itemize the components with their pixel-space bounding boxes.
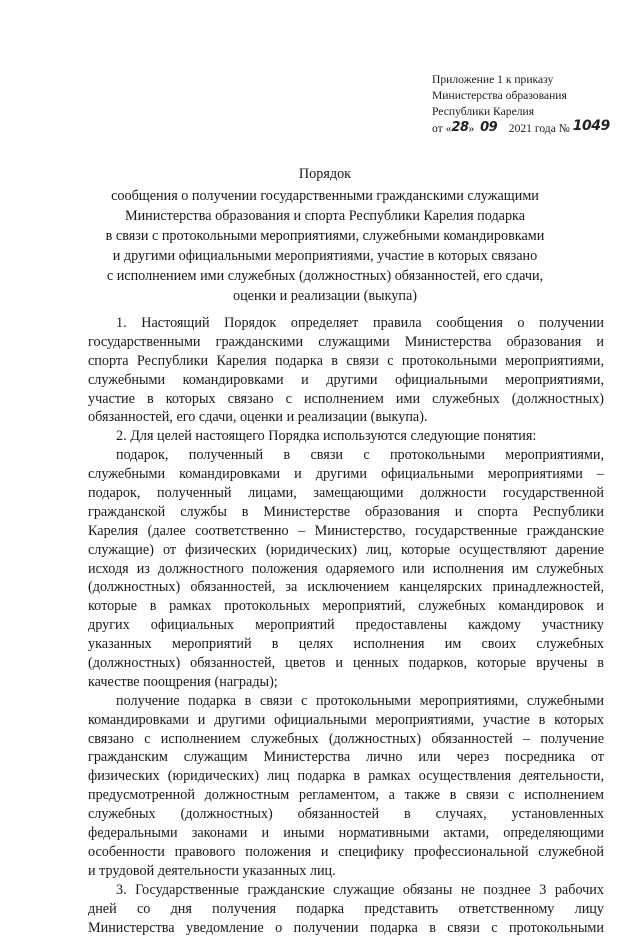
body-line: и трудовой деятельности указанных лиц. [88,862,604,881]
body-line: Министерства уведомление о получении подарка в связи с протокольными [88,919,604,937]
title-line: Министерства образования и спорта Республики Карелия подарка [60,206,590,226]
body-line: особенности правового положения и специфику профессиональной служебной [88,843,604,862]
body-line: (должностных) обязанностей, цветов и ценных подарков, которые вручены в [88,654,604,673]
body-line: физических (юридических) лиц подарка в рамках осуществления деятельности, [88,767,604,786]
body-line: гражданской службы в Министерстве образования и спорта Республики [88,503,604,522]
body-line: предусмотренной должностным регламентом, а также в связи с исполнением [88,786,604,805]
date-separator: » [469,122,475,135]
body-line: служебных (должностных) обязанностей в случаях, установленных [88,805,604,824]
appendix-block [432,72,610,137]
body-line: которые в рамках протокольных мероприятий, служебных командировок и [88,597,604,616]
definition-gift-start: подарок, полученный в связи с протокольными мероприятиями, [88,446,604,465]
appendix-line-3: Республики Карелия [432,104,610,120]
body-line: федеральными законами и иными нормативными актами, определяющими [88,824,604,843]
year-text: 2021 года № [509,122,570,135]
body-line: участие в которых связано с исполнением ими служебных (должностных) [88,390,604,409]
title-line: с исполнением ими служебных (должностных) обязанностей, его сдачи, [60,266,590,286]
appendix-line-1: Приложение 1 к приказу [432,72,610,88]
date-prefix: от « [432,122,451,135]
appendix-date-line [432,120,610,137]
body-line: исходя из должностного положения одаряемого или исполнения им служебных [88,560,604,579]
body-line: командировками и другими официальными мероприятиями, участие в которых [88,711,604,730]
body-line: подарок, полученный лицами, замещающими должности государственной [88,484,604,503]
title-line: и другими официальными мероприятиями, участие в которых связано [60,246,590,266]
paragraph-2-start: 2. Для целей настоящего Порядка используются следующие понятия: [88,427,604,446]
title-line: сообщения о получении государственными гражданскими служащими [60,186,590,206]
body-line: указанных мероприятий в целях исполнения им своих служебных [88,635,604,654]
body-line: служащие) от физических (юридических) лиц, которые осуществляют дарение [88,541,604,560]
body-line: дней со дня получения подарка представить ответственному лицу [88,900,604,919]
document-body [88,314,604,937]
paragraph-3-start: 3. Государственные гражданские служащие обязаны не позднее 3 рабочих [88,881,604,900]
appendix-line-2: Министерства образования [432,88,610,104]
body-line: спорта Республики Карелия подарка в связи с протокольными мероприятиями, [88,352,604,371]
body-line: Карелия (далее соответственно – Министерство, государственные гражданские [88,522,604,541]
title-line: в связи с протокольными мероприятиями, служебными командировками [60,226,590,246]
body-line: служебными командировками и другими официальными мероприятиями – [88,465,604,484]
title-heading: Порядок [60,164,590,184]
handwritten-month: 09 [480,120,497,135]
paragraph-1-start: 1. Настоящий Порядок определяет правила сообщения о получении [88,314,604,333]
body-line: государственными гражданскими служащими Министерства образования и [88,333,604,352]
body-line: гражданским служащим Министерства лично или через посредника от [88,748,604,767]
body-line: обязанностей, его сдачи, оценки и реализации (выкупа). [88,408,604,427]
body-line: качестве поощрения (награды); [88,673,604,692]
body-line: служебными командировками и другими официальными мероприятиями, [88,371,604,390]
body-line: других официальных мероприятий предоставлены каждому участнику [88,616,604,635]
body-line: (должностных) обязанностей, за исключением канцелярских принадлежностей, [88,578,604,597]
handwritten-day: 28 [451,120,468,135]
definition-receipt-start: получение подарка в связи с протокольными мероприятиями, служебными [88,692,604,711]
handwritten-order-number: 1049 [573,118,610,134]
body-line: связано с исполнением служебных (должностных) обязанностей – получение [88,730,604,749]
title-line: оценки и реализации (выкупа) [60,286,590,306]
document-title [60,164,590,306]
